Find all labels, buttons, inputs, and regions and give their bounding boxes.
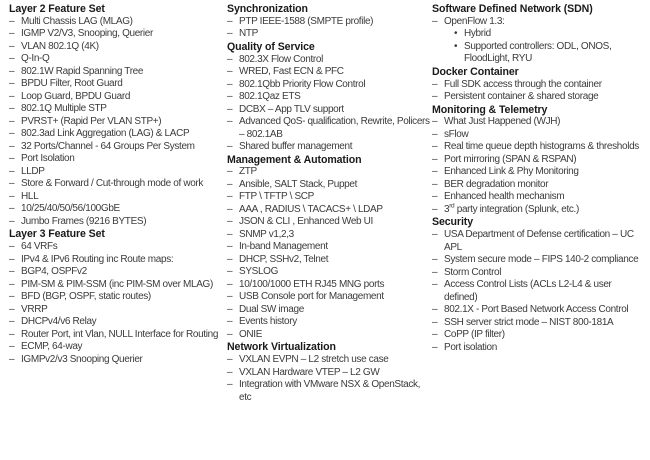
list-item: – 10/100/1000 ETH RJ45 MNG ports <box>227 279 432 292</box>
list-item: – BER degradation monitor <box>432 179 647 192</box>
list-item: – Multi Chassis LAG (MLAG) <box>9 16 229 29</box>
third-party-text: party integration (Splunk, etc.) <box>454 203 579 215</box>
list-item: – CoPP (IP filter) <box>432 329 647 342</box>
column-2 <box>227 3 432 404</box>
sdn-list <box>432 16 647 66</box>
column-3 <box>432 3 647 354</box>
list-item: – PTP IEEE-1588 (SMPTE profile) <box>227 16 432 29</box>
list-item: – 64 VRFs <box>9 241 229 254</box>
list-item: – 802.1Qbb Priority Flow Control <box>227 79 432 92</box>
layer3-feature-list <box>9 241 229 366</box>
list-item: – SSH server strict mode – NIST 800-181A <box>432 317 647 330</box>
list-item: – Dual SW image <box>227 304 432 317</box>
section-title-network-virtualization: Network Virtualization <box>227 341 336 354</box>
list-item: – DHCP, SSHv2, Telnet <box>227 254 432 267</box>
list-item: – PIM-SM & PIM-SSM (inc PIM-SM over MLAG) <box>9 279 229 292</box>
third-party-sup: rd <box>449 202 455 210</box>
section-title-synchronization: Synchronization <box>227 3 308 15</box>
list-item: – Ansible, SALT Stack, Puppet <box>227 179 432 192</box>
synchronization-list <box>227 16 432 41</box>
list-item: – WRED, Fast ECN & PFC <box>227 66 432 79</box>
list-item-third-party <box>432 204 647 217</box>
list-item: – Real time queue depth histograms & thresholds <box>432 141 647 154</box>
list-item: – Q-In-Q <box>9 53 229 66</box>
list-item: – Enhanced health mechanism <box>432 191 647 204</box>
list-item: – DHCPv4/v6 Relay <box>9 316 229 329</box>
section-title-security: Security <box>432 216 474 229</box>
list-item: – Port isolation <box>432 342 647 355</box>
list-item: – VXLAN EVPN – L2 stretch use case <box>227 354 432 367</box>
list-item: – IGMP V2/V3, Snooping, Querier <box>9 28 229 41</box>
list-item: – NTP <box>227 28 432 41</box>
list-item: – LLDP <box>9 166 229 179</box>
list-item: – 32 Ports/Channel - 64 Groups Per System <box>9 141 229 154</box>
list-item: – FTP \ TFTP \ SCP <box>227 191 432 204</box>
section-title-sdn: Software Defined Network (SDN) <box>432 3 593 15</box>
list-item: – Storm Control <box>432 267 647 280</box>
list-item: – sFlow <box>432 129 647 142</box>
sub-list-item: • Hybrid <box>444 28 647 41</box>
list-item: – 802.1Qaz ETS <box>227 91 432 104</box>
list-item: – BPDU Filter, Root Guard <box>9 78 229 91</box>
list-item: – Full SDK access through the container <box>432 79 647 92</box>
list-item: – ECMP, 64-way <box>9 341 229 354</box>
list-item: – Loop Guard, BPDU Guard <box>9 91 229 104</box>
list-item: – 802.1W Rapid Spanning Tree <box>9 66 229 79</box>
list-item: – Enhanced Link & Phy Monitoring <box>432 166 647 179</box>
list-item: – IPv4 & IPv6 Routing inc Route maps: <box>9 254 229 267</box>
list-item: – Shared buffer management <box>227 141 432 154</box>
list-item: – VLAN 802.1Q (4K) <box>9 41 229 54</box>
list-item: – Store & Forward / Cut-through mode of work <box>9 178 229 191</box>
list-item: – ZTP <box>227 166 432 179</box>
section-title-layer2: Layer 2 Feature Set <box>9 3 105 15</box>
list-item: – What Just Happened (WJH) <box>432 116 647 129</box>
list-item: – BGP4, OSPFv2 <box>9 266 229 279</box>
openflow-sublist <box>444 28 647 66</box>
list-item: – 802.1X - Port Based Network Access Control <box>432 304 647 317</box>
list-item: – USB Console port for Management <box>227 291 432 304</box>
list-item: – In-band Management <box>227 241 432 254</box>
column-1 <box>9 3 229 366</box>
list-item: – SYSLOG <box>227 266 432 279</box>
list-item: – 10/25/40/50/56/100GbE <box>9 203 229 216</box>
list-item: – VRRP <box>9 304 229 317</box>
list-item: – Events history <box>227 316 432 329</box>
docker-list <box>432 79 647 104</box>
list-item: – 802.3X Flow Control <box>227 54 432 67</box>
list-item: – Router Port, int Vlan, NULL Interface for Routing <box>9 329 229 342</box>
list-item: – JSON & CLI , Enhanced Web UI <box>227 216 432 229</box>
list-item: – IGMPv2/v3 Snooping Querier <box>9 354 229 367</box>
list-item: – Integration with VMware NSX & OpenStack, etc <box>227 379 432 404</box>
list-item-openflow <box>432 16 647 66</box>
network-virtualization-list <box>227 354 432 404</box>
qos-list <box>227 54 432 154</box>
section-title-layer3: Layer 3 Feature Set <box>9 228 105 241</box>
list-item: – System secure mode – FIPS 140-2 compliance <box>432 254 647 267</box>
list-item: – USA Department of Defense certification – UC APL <box>432 229 647 254</box>
layer2-feature-list <box>9 16 229 229</box>
section-title-docker: Docker Container <box>432 65 519 78</box>
list-item: – Port Isolation <box>9 153 229 166</box>
list-item: – Jumbo Frames (9216 BYTES) <box>9 216 229 229</box>
list-item: – AAA , RADIUS \ TACACS+ \ LDAP <box>227 204 432 217</box>
list-item: – VXLAN Hardware VTEP – L2 GW <box>227 367 432 380</box>
list-item: – Access Control Lists (ACLs L2-L4 & user defined) <box>432 279 647 304</box>
monitoring-list <box>432 116 647 216</box>
section-title-qos: Quality of Service <box>227 40 315 53</box>
list-item: – HLL <box>9 191 229 204</box>
management-list <box>227 166 432 341</box>
list-item: – DCBX – App TLV support <box>227 104 432 117</box>
list-item: – Advanced QoS- qualification, Rewrite, Policers – 802.1AB <box>227 116 432 141</box>
list-item: – 802.1Q Multiple STP <box>9 103 229 116</box>
list-item: – SNMP v1,2,3 <box>227 229 432 242</box>
list-item: – Port mirroring (SPAN & RSPAN) <box>432 154 647 167</box>
list-item: – 802.3ad Link Aggregation (LAG) & LACP <box>9 128 229 141</box>
section-title-management: Management & Automation <box>227 153 362 166</box>
section-title-monitoring: Monitoring & Telemetry <box>432 103 548 116</box>
openflow-label: OpenFlow 1.3: <box>444 15 505 27</box>
third-party-num: 3 <box>444 203 450 215</box>
list-item: – BFD (BGP, OSPF, static routes) <box>9 291 229 304</box>
security-list <box>432 229 647 354</box>
sub-list-item: • Supported controllers: ODL, ONOS, FloodLight, RYU <box>444 41 647 66</box>
list-item: – PVRST+ (Rapid Per VLAN STP+) <box>9 116 229 129</box>
list-item: – ONIE <box>227 329 432 342</box>
list-item: – Persistent container & shared storage <box>432 91 647 104</box>
